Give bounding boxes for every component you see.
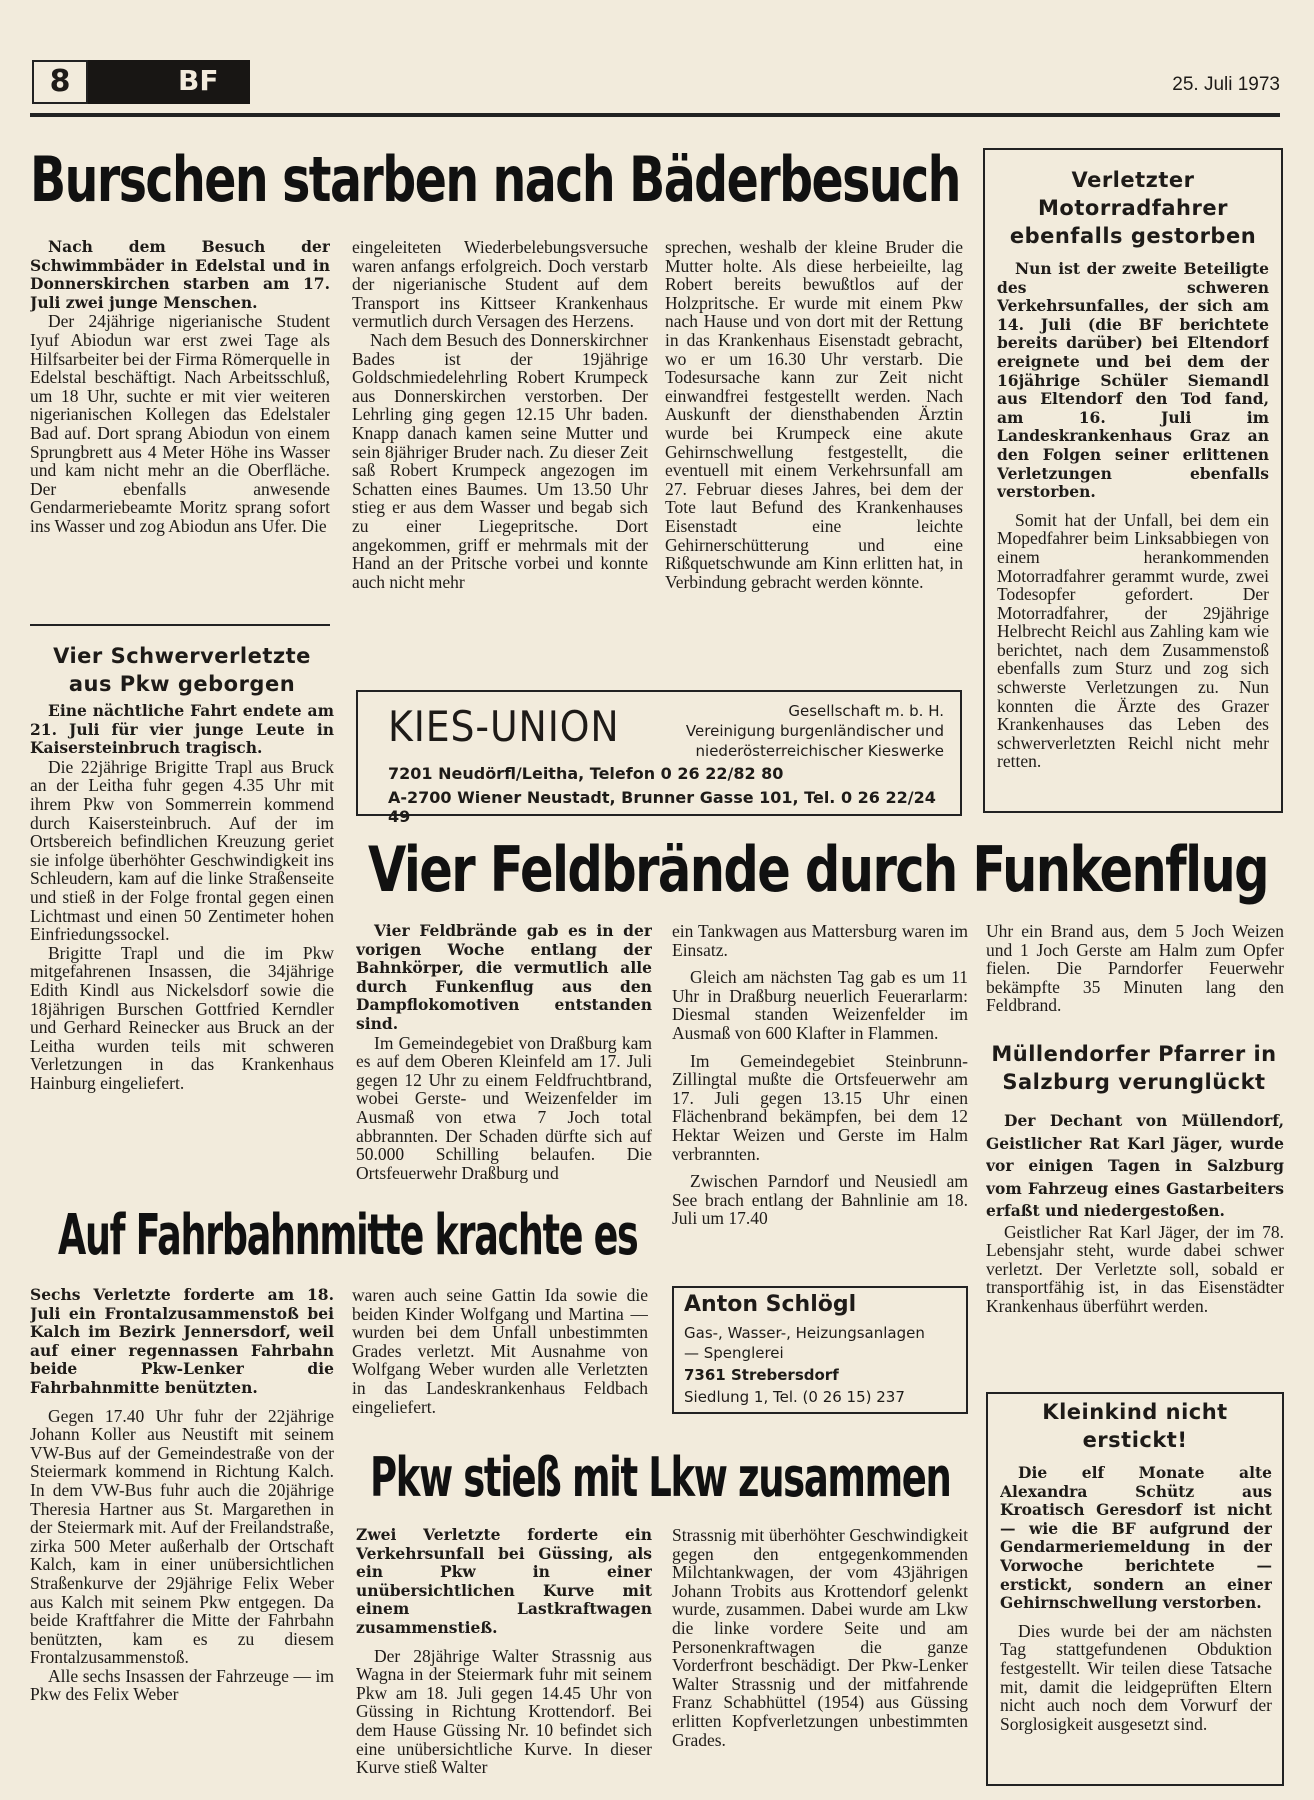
ad-schloegl-line4: Siedlung 1, Tel. (0 26 15) 237 xyxy=(684,1388,905,1406)
headline-motorradfahrer: Verletzter Motorradfahrer ebenfalls gestorben xyxy=(1009,168,1257,248)
ad-schloegl-line3: 7361 Strebersdorf xyxy=(684,1366,839,1384)
art1-col1 xyxy=(30,238,330,594)
art4-para: ein Tankwagen aus Mattersburg waren im Einsatz. xyxy=(672,922,968,960)
art7-col1 xyxy=(356,1526,652,1788)
art7-col2 xyxy=(672,1526,968,1788)
art5-lead: Der Dechant von Müllendorf, Geistlicher Rat Karl Jäger, wurde vor einigen Tagen in Salzburg vom Fahrzeug eines Gastarbeiters erfaßt und niedergestoßen. xyxy=(986,1111,1284,1220)
ad-kies-addr1: 7201 Neudörfl/Leitha, Telefon 0 26 22/82 80 xyxy=(388,764,784,783)
art6-para: waren auch seine Gattin Ida sowie die beiden Kinder Wolfgang und Martina — wurden bei dem Unfall unbestimmten Grades verletzt. Mit Ausnahme von Wolfgang Weber wurden alle Verletzten in das Landeskrankenhaus Feldbach eingeliefert. xyxy=(352,1286,648,1417)
art1-para: eingeleiteten Wiederbelebungsversuche waren anfangs erfolgreich. Doch verstarb der nigerianische Student auf dem Transport ins Kittseer Krankenhaus vermutlich durch Versagen des Herzens. xyxy=(352,238,648,332)
art3-lead: Eine nächtliche Fahrt endete am 21. Juli für vier junge Leute in Kaisersteinbruch tragisch. xyxy=(30,702,334,758)
ad-kies-addr2: A-2700 Wiener Neustadt, Brunner Gasse 101, Tel. 0 26 22/24 49 xyxy=(388,788,936,826)
divider-rule xyxy=(30,624,330,626)
art1-para: Nach dem Besuch des Donnerskirchner Bades ist der 19jährige Goldschmiedelehrling Robert Krumpeck aus Donnerskirchen verstorben. Der Lehrling ging gegen 12.15 Uhr baden. Knapp danach kamen seine Mutter und sein 8jähriger Bruder nach. Zu dieser Zeit saß Robert Krumpeck angezogen im Schatten eines Baumes. Um 13.50 Uhr stieg er aus dem Wasser und begab sich zu einer Liegepritsche. Dort angekommen, griff er mehrmals mit der Hand an der Pritsche vorbei und konnte auch nicht mehr xyxy=(352,329,648,592)
art1-para: sprechen, weshalb der kleine Bruder die Mutter holte. Als diese herbeieilte, lag Robert bereits bewußtlos auf der Holzpritsche. Er wurde mit einem Pkw nach Hause und von dort mit der Rettung in das Krankenhaus Eisenstadt gebracht, wo er um 16.30 Uhr verstarb. Die Todesursache kann zur Zeit nicht einwandfrei festgestellt werden. Nach Auskunft der diensthabenden Ärztin wurde bei Krumpeck eine akute Gehirnschwellung festgestellt, die eventuell mit einem Verkehrsunfall am 27. Februar dieses Jahres, bei dem der Tote laut Befund des Krankenhauses Eisenstadt eine leichte Gehirnerschütterung und eine Rißquetschwunde am Kinn erlitten hat, in Verbindung gebracht werden könnte. xyxy=(665,238,963,592)
art4-para: Im Gemeindegebiet Steinbrunn-Zillingtal mußte die Ortsfeuerwehr am 17. Juli gegen 13.15 Uhr einen Flächenbrand bekämpfen, bei dem 12 Hektar Weizen und Gerste im Halm verbrannten. xyxy=(672,1050,968,1164)
ad-kies-line1: Gesellschaft m. b. H. xyxy=(788,702,944,720)
art2-para: Somit hat der Unfall, bei dem ein Mopedfahrer beim Linksabbiegen von einem herankommenden Motorradfahrer gerammt wurde, zwei Todesopfer gefordert. Der Motorradfahrer, der 29jährige Helbrecht Reichl aus Zahling kam wie berichtet, nach dem Zusammenstoß ebenfalls zum Sturz und zog sich schwerste Verletzungen zu. Nun konnten die Ärzte des Grazer Krankenhauses das Leben des schwerverletzten Reichl nicht mehr retten. xyxy=(997,509,1269,772)
ad-kies-line2: Vereinigung burgenländischer und xyxy=(685,722,944,740)
art6-lead: Sechs Verletzte forderte am 18. Juli ein Frontalzusammenstoß bei Kalch im Bezirk Jennersdorf, weil auf einer regennassen Fahrbahn beide Pkw-Lenker die Fahrbahnmitte benützten. xyxy=(30,1286,334,1397)
art3-para: Die 22jährige Brigitte Trapl aus Bruck an der Leitha fuhr gegen 4.35 Uhr mit ihrem Pkw von Sommerrein kommend durch Kaisersteinbruch. Auf der im Ortsbereich befindlichen Kreuzung geriet sie infolge überhöhter Geschwindigkeit ins Schleudern, kam auf die linke Straßenseite und stieß in der Folge frontal gegen einen Lichtmast und einen 50 Zentimeter hohen Einfriedungssockel. xyxy=(30,756,334,945)
ad-schloegl xyxy=(672,1286,968,1414)
headline-kleinkind: Kleinkind nicht erstickt! xyxy=(1042,1400,1228,1452)
art2-body xyxy=(997,260,1269,800)
headline-pkw-lkw: Pkw stieß mit Lkw zusammen xyxy=(370,1446,951,1509)
art4-para: Im Gemeindegebiet von Draßburg kam es auf dem Oberen Kleinfeld am 17. Juli gegen 12 Uhr zu einem Feldfruchtbrand, wobei Gerste- und Weizenfelder im Ausmaß von etwa 7 Joch total abbrannten. Der Schaden dürfte sich auf 50.000 Schilling belaufen. Die Ortsfeuerwehr Draßburg und xyxy=(356,1032,652,1183)
art8-lead: Die elf Monate alte Alexandra Schütz aus Kroatisch Geresdorf ist nicht — wie die BF aufgrund der Gendarmeriemeldung in der Vorwoche berichtete — erstickt, sondern an einer Gehirnschwellung verstorben. xyxy=(1000,1464,1272,1613)
headline-muellendorf: Müllendorfer Pfarrer in Salzburg verunglückt xyxy=(991,1042,1277,1094)
page-number: 8 xyxy=(49,64,71,99)
issue-date: 25. Juli 1973 xyxy=(1172,74,1280,95)
header-rule xyxy=(30,113,1280,117)
art2-lead: Nun ist der zweite Beteiligte des schweren Verkehrsunfalles, der sich am 14. Juli (die BF berichtete bereits darüber) bei Eltendorf ereignete und bei dem der 16jährige Schüler Siemandl aus Eltendorf den Tod fand, am 16. Juli im Landeskrankenhaus Graz an den Folgen seiner erlittenen Verletzungen ebenfalls verstorben. xyxy=(997,260,1269,502)
ad-kies-line3: niederösterreichischer Kieswerke xyxy=(695,742,944,760)
art4-col1 xyxy=(356,922,652,1188)
art4-col2 xyxy=(672,922,968,1260)
page-number-box xyxy=(32,60,88,104)
art4-para: Zwischen Parndorf und Neusiedl am See brach entlang der Bahnlinie am 18. Juli um 17.40 xyxy=(672,1171,968,1229)
art1-lead: Nach dem Besuch der Schwimmbäder in Edelstal und in Donnerskirchen starben am 17. Juli zwei junge Menschen. xyxy=(30,238,330,312)
ad-kies-name: KIES-UNION xyxy=(388,702,620,751)
art1-col3 xyxy=(665,238,963,668)
headline-fahrbahnmitte: Auf Fahrbahnmitte krachte es xyxy=(58,1203,638,1268)
art6-para: Alle sechs Insassen der Fahrzeuge — im Pkw des Felix Weber xyxy=(30,1665,334,1705)
ad-schloegl-name: Anton Schlögl xyxy=(684,1292,857,1317)
art4-para: Gleich am nächsten Tag gab es um 11 Uhr in Draßburg neuerlich Feuerarlarm: Diesmal standen Weizenfelder im Ausmaß von 600 Klafter in Flammen. xyxy=(672,967,968,1043)
headline-feldbraende: Vier Feldbrände durch Funkenflug xyxy=(368,833,1269,906)
art5-para: Geistlicher Rat Karl Jäger, der im 78. Lebensjahr steht, wurde dabei schwer verletzt. Der Verletzte soll, sobald er transportfähig ist, in das Eisenstädter Krankenhaus überführt werden. xyxy=(986,1221,1284,1316)
art4-para: Uhr ein Brand aus, dem 5 Joch Weizen und 1 Joch Gerste am Halm zum Opfer fielen. Die Parndorfer Feuerwehr bekämpfte 35 Minuten lang den Feldbrand. xyxy=(986,922,1284,1016)
art3-body xyxy=(30,702,334,1190)
art5-body xyxy=(986,1110,1284,1360)
art1-para: Der 24jährige nigerianische Student Iyuf Abiodun war erst zwei Tage als Hilfsarbeiter bei der Firma Römerquelle in Edelstal beschäftigt. Nach Arbeitsschluß, um 18 Uhr, suchte er mit vier weiteren nigerianischen Kollegen das Edelstaler Bad auf. Dort sprang Abiodun von einem Sprungbrett aus 4 Meter Höhe ins Wasser und kam nicht mehr an die Oberfläche. Der ebenfalls anwesende Gendarmeriebeamte Moritz sprang sofort ins Wasser und zog Abiodun ans Ufer. Die xyxy=(30,311,330,536)
art6-col2 xyxy=(352,1286,648,1436)
section-label: BF xyxy=(178,64,219,97)
art6-col1 xyxy=(30,1286,334,1786)
ad-schloegl-line2: — Spenglerei xyxy=(684,1344,784,1362)
art4-col3 xyxy=(986,922,1284,1022)
ad-kies-union xyxy=(356,690,962,826)
art8-body xyxy=(1000,1464,1272,1776)
art7-lead: Zwei Verletzte forderte ein Verkehrsunfall bei Güssing, als ein Pkw in einer unübersichtlichen Kurve mit einem Lastkraftwagen zusammenstieß. xyxy=(356,1526,652,1637)
art4-lead: Vier Feldbrände gab es in der vorigen Woche entlang der Bahnkörper, die vermutlich alle durch Funkenflug aus den Dampflokomotiven entstanden sind. xyxy=(356,922,652,1033)
art7-para: Der 28jährige Walter Strassnig aus Wagna in der Steiermark fuhr mit seinem Pkw am 18. Juli gegen 14.45 Uhr von Güssing in Richtung Krottendorf. Bei dem Hause Güssing Nr. 10 befindet sich eine unübersichtliche Kurve. In dieser Kurve stieß Walter xyxy=(356,1645,652,1778)
art1-col2 xyxy=(352,238,648,668)
headline-schwerverletzte: Vier Schwerverletzte aus Pkw geborgen xyxy=(53,644,311,696)
art8-para: Dies wurde bei der am nächsten Tag stattgefundenen Obduktion festgestellt. Wir teilen diese Tatsache mit, damit die leidgeprüften Eltern nicht auch noch dem Vorwurf der Sorglosigkeit ausgesetzt sind. xyxy=(1000,1620,1272,1734)
art7-para: Strassnig mit überhöhter Geschwindigkeit gegen den entgegenkommenden Milchtankwagen, der vom 43jährigen Johann Trobits aus Krottendorf gelenkt wurde, zusammen. Dabei wurde am Lkw die linke vordere Seite und am Personenkraftwagen die ganze Vorderfront beschädigt. Der Pkw-Lenker Walter Strassnig und der mitfahrende Franz Schabhüttel (1954) aus Güssing erlitten Kopfverletzungen unbestimmten Grades. xyxy=(672,1526,968,1750)
ad-schloegl-line1: Gas-, Wasser-, Heizungsanlagen xyxy=(684,1324,925,1342)
headline-burschen: Burschen starben nach Bäderbesuch xyxy=(30,143,960,216)
art3-para: Brigitte Trapl und die im Pkw mitgefahrenen Insassen, die 34jährige Edith Kindl aus Nickelsdorf sowie die 18jährigen Burschen Gottfried Kerndler und Gerhard Reinecker aus Bruck an der Leitha wurden teils mit schweren Verletzungen in das Krankenhaus Hainburg eingeliefert. xyxy=(30,942,334,1093)
section-bar xyxy=(88,60,250,104)
art6-para: Gegen 17.40 Uhr fuhr der 22jährige Johann Koller aus Neustift mit seinem VW-Bus auf der Gemeindestraße von der Steiermark kommend in Richtung Kalch. In dem VW-Bus fuhr auch die 20jährige Theresia Hartner aus St. Margarethen in der Steiermark mit. Auf der Freilandstraße, zirka 500 Meter außerhalb der Ortschaft Kalch, kam in einer unübersichtlichen Straßenkurve der 29jährige Felix Weber aus Kalch mit seinem Pkw entgegen. Da beide Kraftfahrer die Mitte der Fahrbahn benützten, kam es zu diesem Frontalzusammenstoß. xyxy=(30,1405,334,1668)
